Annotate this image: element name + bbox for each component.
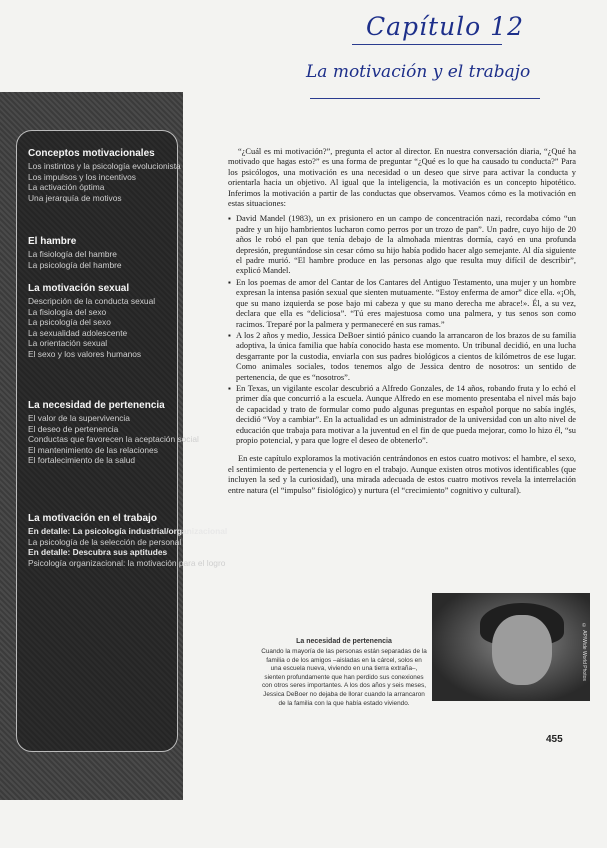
outline-section-sexual <box>28 283 178 360</box>
list-item: ▪ En los poemas de amor del Cantar de los Cantares del Antiguo Testamento, una mujer y un hombre expresan la intensa pasión sexual que sienten mutuamente. “Estoy enferma de amor” dice ella. «¡Oh, que su mano izquierda se pose bajo mi cabeza y que su mano derecha me abrace!». Él, a su vez, declara que ella es “deliciosa”. “Tú eres majestuosa como una palmera, y tus senos son como racimos. Treparé por la palmera y permaneceré en sus ramas.” <box>228 278 576 330</box>
outline-item: La activación óptima <box>28 182 105 193</box>
outline-item: Una jerarquía de motivos <box>28 192 122 203</box>
outline-section-work <box>28 513 228 568</box>
outline-heading: Conceptos motivacionales <box>28 148 155 159</box>
outline-item: Descripción de la conducta sexual <box>28 296 156 306</box>
crying-child-photo <box>432 593 590 701</box>
outline-item: El mantenimiento de las relaciones <box>28 444 158 455</box>
outline-section-belonging <box>28 400 199 466</box>
page-number: 455 <box>546 734 563 745</box>
outline-item: La orientación sexual <box>28 338 108 349</box>
outline-item: El sexo y los valores humanos <box>28 348 142 359</box>
outline-item: La sexualidad adolescente <box>28 327 128 338</box>
outline-item: La psicología de la selección de personal <box>28 536 182 547</box>
intro-paragraph: “¿Cuál es mi motivación?”, pregunta el actor al director. En nuestra conversación diaria, “¿Qué ha motivado que hagas esto?” es una forma de preguntar “¿Qué es lo que ha causado tu conducta?” Para los psicólogos, una motivación es una necesidad o un deseo que sirve para activar la conducta y orientarla hacia un objetivo. Al igual que la inteligencia, la motivación es un concepto hipotético. Inferimos la motivación a partir de las conductas que observamos. Veamos cómo es la motivación en estas situaciones: <box>228 147 576 209</box>
outline-item: Los instintos y la psicología evolucionista <box>28 161 181 171</box>
outline-heading: La necesidad de pertenencia <box>28 400 165 411</box>
subtitle-underline <box>310 98 540 99</box>
chapter-underline <box>352 44 502 45</box>
list-item: ▪ En Texas, un vigilante escolar descubrió a Alfredo Gonzales, de 14 años, robando fruta y lo echó el primer día que concurrió a la escuela. Aunque Alfredo en ese momento presentaba el nivel más bajo de capacidad y trato de formular como pudo algunas preguntas en español porque no sabía inglés, decidió “Voy a cambiar”. En la actualidad es un administrador de la universidad con un alto nivel de educación que trabaja para motivar a la juventud en el fin de que pueda mejorar, como lo hizo él, “su propio potencial, y para que logre el deseo de obtenerlo”. <box>228 384 576 446</box>
outline-section-concepts <box>28 148 181 203</box>
caption-title: La necesidad de pertenencia <box>296 638 392 645</box>
outline-heading: La motivación sexual <box>28 283 130 294</box>
outline-item: En detalle: Descubra sus aptitudes <box>28 547 168 558</box>
photo-face <box>492 615 552 685</box>
example-list <box>228 214 576 446</box>
outline-item: En detalle: La psicología industrial/organizacional <box>28 526 228 536</box>
list-item: ▪ A los 2 años y medio, Jessica DeBoer sintió pánico cuando la arrancaron de los brazos de su familia adoptiva, la única familia que había conocido hasta ese momento. Un tribunal decidió, en una lucha desgarrante por la custodia, enviarla con sus padres biológicos a cientos de kilómetros de ese lugar. Como animales sociales, todos tenemos algo de Jessica dentro de nosotros: un sentido de pertenencia, de que es “nosotros”. <box>228 331 576 383</box>
photo-credit: © AP/Wide World Photos <box>581 623 587 681</box>
outline-item: Los impulsos y los incentivos <box>28 171 136 182</box>
outline-item: El fortalecimiento de la salud <box>28 455 136 466</box>
outline-item: Conductas que favorecen la aceptación social <box>28 434 199 445</box>
closing-paragraph: En este capítulo exploramos la motivación centrándonos en estos cuatro motivos: el hambre, el sexo, el sentimiento de pertenencia y el logro en el trabajo. Aunque existen otros motivos identificables (que incluyen la sed y la curiosidad), una mirada adecuada de estos cuatro motivos revela la interrelación entre natura (el “impulso” fisiológico) y nurtura (el “crecimiento” cognitivo y cultural). <box>228 454 576 495</box>
chapter-body <box>228 147 576 501</box>
outline-item: La fisiología del hambre <box>28 249 117 259</box>
handwritten-chapter-title: Capítulo 12 <box>366 12 524 41</box>
handwritten-subtitle: La motivación y el trabajo <box>306 62 531 82</box>
outline-section-hunger <box>28 236 178 270</box>
outline-heading: El hambre <box>28 236 77 247</box>
outline-item: La psicología del sexo <box>28 317 111 328</box>
outline-item: El deseo de pertenencia <box>28 423 119 434</box>
photo-caption <box>260 638 428 708</box>
list-item: ▪ David Mandel (1983), un ex prisionero en un campo de concentración nazi, recordaba cómo “un padre y un hijo hambrientos lucharon como perros por un trozo de pan”. Un padre, cuyo hijo de 20 años le robó el pan que tenía debajo de la almohada mientras dormía, cayó en una profunda depresión, preguntándose sin cesar cómo su hijo había podido hacer algo semejante. Al día siguiente el padre murió. “El hambre produce en las personas algo que resulta muy difícil de describir”, explicó Mandel. <box>228 214 576 276</box>
caption-text: Cuando la mayoría de las personas están separadas de la familia o de los amigos –aisladas en la cárcel, solos en una escuela nueva, viviendo en una tierra extraña–, sienten profundamente que han perdido sus conexiones con otros seres importantes. A los dos años y seis meses, Jessica DeBoer no dejaba de llorar cuando la arrancaron de la familia con la que había estado viviendo. <box>261 648 427 707</box>
outline-heading: La motivación en el trabajo <box>28 513 157 524</box>
outline-item: El valor de la supervivencia <box>28 413 130 423</box>
outline-item: Psicología organizacional: la motivación para el logro <box>28 557 226 568</box>
outline-item: La psicología del hambre <box>28 259 122 270</box>
outline-item: La fisiología del sexo <box>28 306 107 317</box>
